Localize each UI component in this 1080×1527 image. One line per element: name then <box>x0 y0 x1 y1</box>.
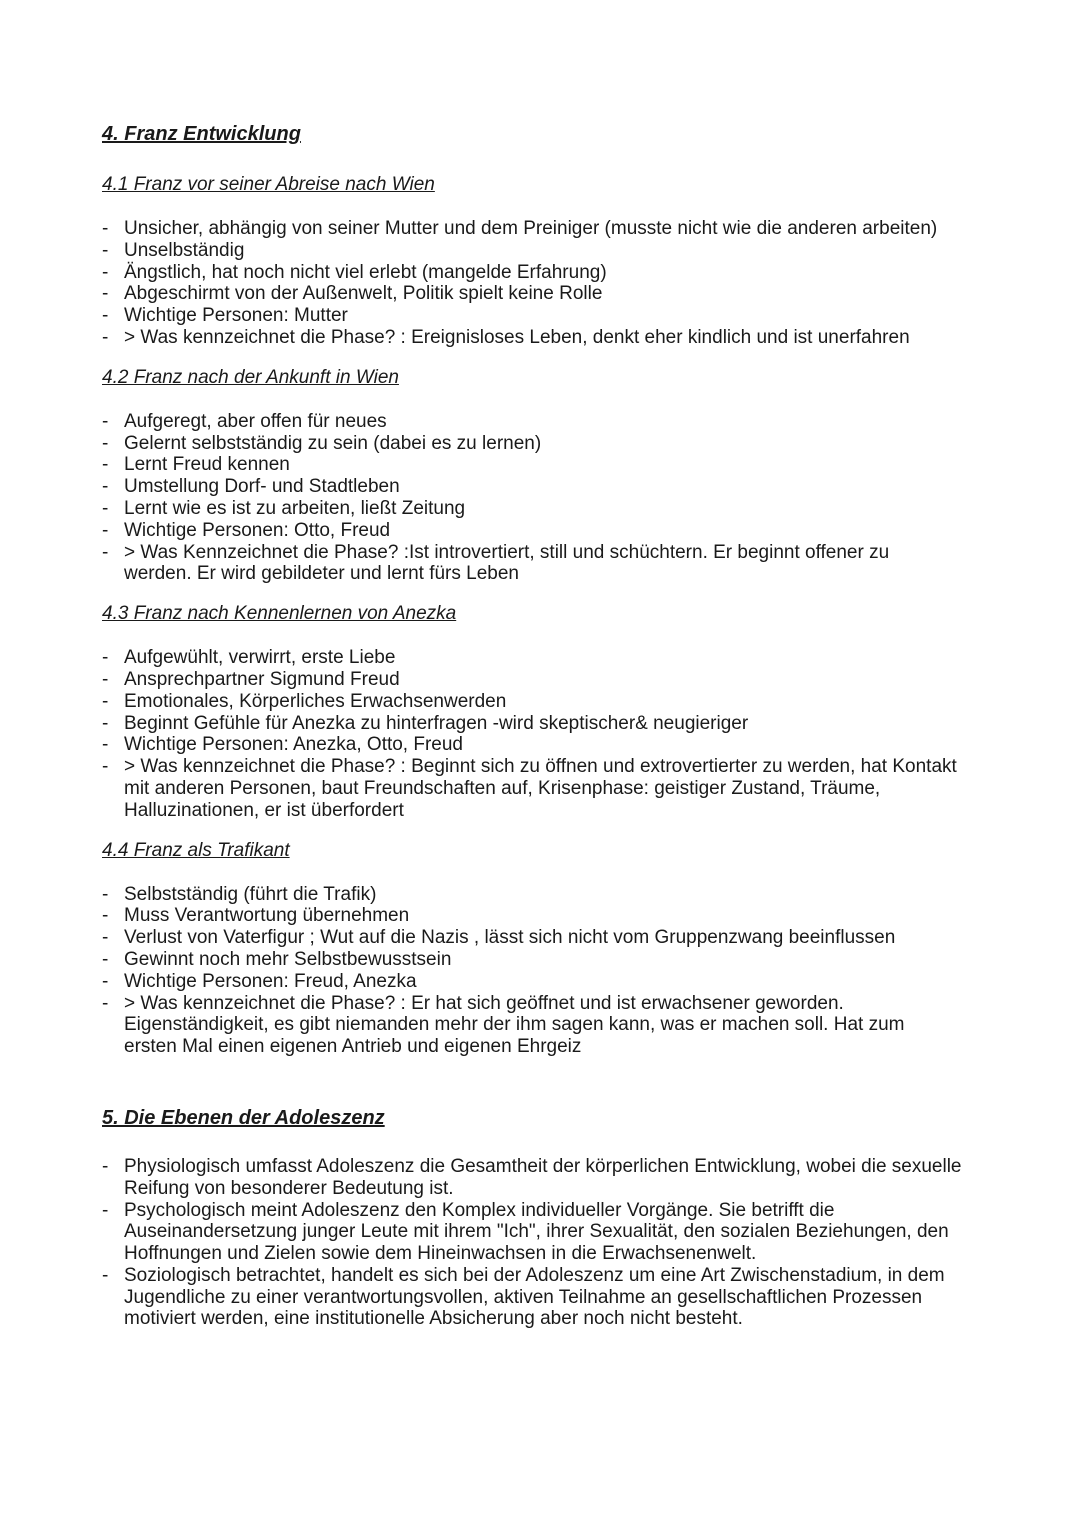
list-item: - Emotionales, Körperliches Erwachsenwerden <box>124 691 962 713</box>
subsection-4-1-heading: 4.1 Franz vor seiner Abreise nach Wien <box>102 174 435 195</box>
list-item: - Verlust von Vaterfigur ; Wut auf die Nazis , lässt sich nicht vom Gruppenzwang beeinflussen <box>124 927 962 949</box>
list-item: - Lernt Freud kennen <box>124 454 962 476</box>
list-item: - Aufgewühlt, verwirrt, erste Liebe <box>124 647 962 669</box>
list-item: - Gelernt selbstständig zu sein (dabei es zu lernen) <box>124 433 962 455</box>
list-item: - Psychologisch meint Adoleszenz den Komplex individueller Vorgänge. Sie betrifft die Auseinandersetzung junger Leute mit ihrem "Ich", ihrer Sexualität, den sozialen Beziehungen, den Hoffnungen und Zielen sowie dem Hineinwachsen in die Erwachsenenwelt. <box>124 1200 962 1265</box>
list-item: - Physiologisch umfasst Adoleszenz die Gesamtheit der körperlichen Entwicklung, wobei die sexuelle Reifung von besonderer Bedeutung ist. <box>124 1156 962 1200</box>
subsection-4-2-list <box>102 411 962 585</box>
section-5-list <box>102 1156 962 1330</box>
list-item: - Abgeschirmt von der Außenwelt, Politik spielt keine Rolle <box>124 283 962 305</box>
list-item: - Wichtige Personen: Mutter <box>124 305 962 327</box>
list-item: - Unsicher, abhängig von seiner Mutter und dem Preiniger (musste nicht wie die anderen arbeiten) <box>124 218 962 240</box>
section-spacer <box>102 1074 962 1104</box>
list-item: - Selbstständig (führt die Trafik) <box>124 884 962 906</box>
document-page <box>102 120 962 1346</box>
subsection-4-3-heading: 4.3 Franz nach Kennenlernen von Anezka <box>102 603 457 625</box>
list-item: - > Was kennzeichnet die Phase? : Er hat sich geöffnet und ist erwachsener geworden. Eigenständigkeit, es gibt niemanden mehr der ihm sagen kann, was er machen soll. Hat zum ersten Mal einen eigenen Antrieb und eigenen Ehrgeiz <box>124 993 962 1058</box>
list-item: - Aufgeregt, aber offen für neues <box>124 411 962 433</box>
list-item: - > Was kennzeichnet die Phase? : Ereignisloses Leben, denkt eher kindlich und ist unerfahren <box>124 327 962 349</box>
subsection-4-4-list <box>102 884 962 1058</box>
subsection-4-3-list <box>102 647 962 821</box>
subsection-4-4-heading: 4.4 Franz als Trafikant <box>102 839 290 861</box>
section-5-heading: 5. Die Ebenen der Adoleszenz <box>102 1106 385 1129</box>
list-item: - Soziologisch betrachtet, handelt es sich bei der Adoleszenz um eine Art Zwischenstadium, in dem Jugendliche zu einer verantwortungsvollen, aktiven Teilnahme an gesellschaftlichen Prozessen motiviert werden, eine institutionelle Absicherung aber noch nicht besteht. <box>124 1265 962 1330</box>
list-item: - Umstellung Dorf- und Stadtleben <box>124 476 962 498</box>
list-item: - Lernt wie es ist zu arbeiten, ließt Zeitung <box>124 498 962 520</box>
list-item: - Wichtige Personen: Freud, Anezka <box>124 971 962 993</box>
list-item: - Wichtige Personen: Anezka, Otto, Freud <box>124 734 962 756</box>
list-item: - Ängstlich, hat noch nicht viel erlebt (mangelde Erfahrung) <box>124 262 962 284</box>
list-item: - Beginnt Gefühle für Anezka zu hinterfragen -wird skeptischer& neugieriger <box>124 713 962 735</box>
list-item: - > Was Kennzeichnet die Phase? :Ist introvertiert, still und schüchtern. Er beginnt offener zu werden. Er wird gebildeter und lernt fürs Leben <box>124 542 962 586</box>
list-item: - Wichtige Personen: Otto, Freud <box>124 520 962 542</box>
list-item: - Unselbständig <box>124 240 962 262</box>
list-item: - > Was kennzeichnet die Phase? : Beginnt sich zu öffnen und extrovertierter zu werden, hat Kontakt mit anderen Personen, baut Freundschaften auf, Krisenphase: geistiger Zustand, Träume, Halluzinationen, er ist überfordert <box>124 756 962 821</box>
subsection-4-1-list <box>102 218 962 349</box>
section-4-heading: 4. Franz Entwicklung <box>102 123 301 145</box>
list-item: - Gewinnt noch mehr Selbstbewusstsein <box>124 949 962 971</box>
subsection-4-2-heading: 4.2 Franz nach der Ankunft in Wien <box>102 366 399 388</box>
list-item: - Muss Verantwortung übernehmen <box>124 905 962 927</box>
list-item: - Ansprechpartner Sigmund Freud <box>124 669 962 691</box>
